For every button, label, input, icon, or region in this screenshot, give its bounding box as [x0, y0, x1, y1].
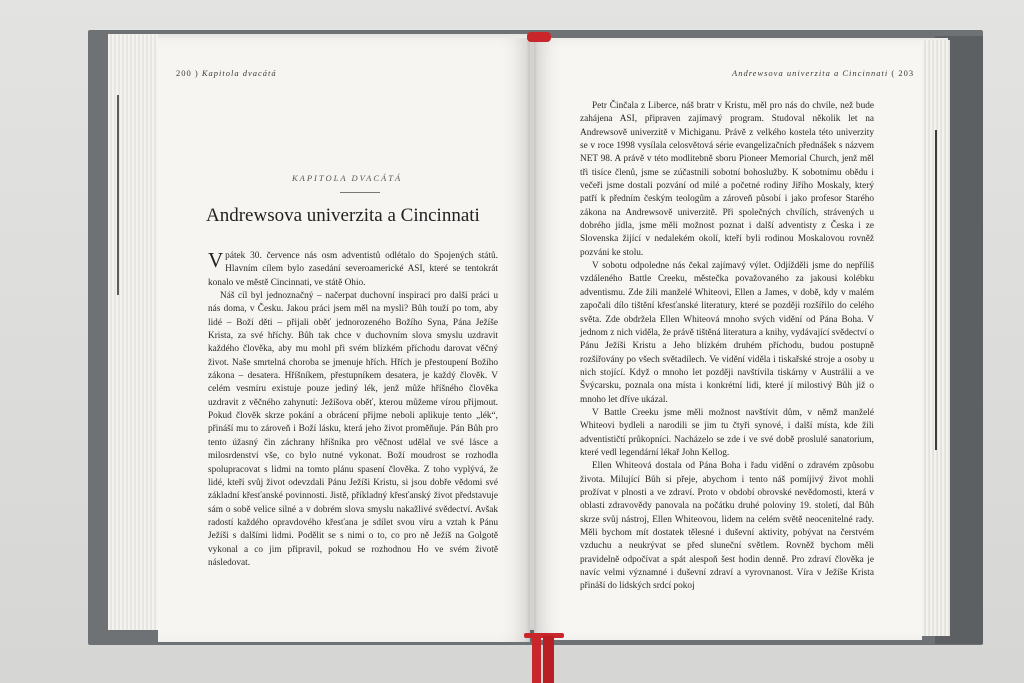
left-running-title: Kapitola dvacátá — [201, 68, 277, 78]
right-page-number: 203 — [898, 68, 915, 78]
right-paragraph: V sobotu odpoledne nás čekal zajímavý výlet. Odjížděli jsme do nepříliš vzdáleného Battle Creeku, městečka považovaného za jakousi kolébku adventismu. Zde žili manželé Whiteovi, Ellen a James, v době, kdy v malém započali dílo tištění křesťanské literatury, které se později rozšířilo do celého světa. Zde obdržela Ellen Whiteová mnoho svých vidění od Pána Boha. V jednom z nich viděla, že právě tištěná literatura a knihy, vydávající svědectví o Pánu Ježíši Kristu a Jeho blízkém druhém příchodu, budou postupně rozšiřovány po všech světadílech. Ve vidění viděla i tiskařské stroje a osoby u nich stojící. Když o mnoho let později navštívila tiskárny v Austrálii a ve Švýcarsku, poznala ona místa i konkrétní lidi, které jí milostivý Bůh již o mnoho let dříve ukázal. — [580, 261, 874, 405]
left-page-number: 200 — [176, 68, 192, 78]
left-page-edges — [108, 34, 158, 630]
right-paragraph: Ellen Whiteová dostala od Pána Boha i řadu vidění o zdravém způsobu života. Milující Bůh si přeje, abychom i tento náš pomíjivý život mohli prožívat v plnosti a ve zdraví. Proto v období obrovské nevědomosti, která v oblasti zdravovědy panovala na počátku druhé poloviny 19. století, dal Bůh skrze svůj nástroj, Ellen Whiteovou, lidem na celém světě neocenitelné rady. Měli bychom mít dostatek tělesné i duševní aktivity, pobývat na čerstvém vzduchu a neukrývat se před sluneční světlem. Rovněž bychom měli pravidelně odpočívat a spát alespoň šest hodin denně. Pro zdraví člověka je navíc velmi významné i duševní zdraví a vyrovnanost. Víra v Ježíše Krista přináší do lidských srdcí pokoj — [580, 461, 874, 592]
chapter-divider — [340, 192, 380, 193]
bookmark-ribbon-top — [527, 32, 551, 42]
bookmark-ribbon-tail-2 — [543, 636, 554, 683]
book-gutter — [526, 38, 538, 642]
chapter-label: KAPITOLA DVACÁTÁ — [292, 173, 403, 183]
right-page-body — [580, 100, 874, 594]
chapter-title: Andrewsova univerzita a Cincinnati — [206, 205, 480, 226]
left-running-header: 200 ) Kapitola dvacátá — [176, 68, 277, 78]
right-paragraph: V Battle Creeku jsme měli možnost navštívit dům, v němž manželé Whiteovi bydleli a narodili se jim tu čtyři synové, i další místa, kde žili adventističtí průkopníci. Nacházelo se zde i ve své době proslulé sanatorium, které vedl legendární lékař John Kellog. — [580, 407, 874, 458]
left-paragraph: Náš cíl byl jednoznačný – načerpat duchovní inspiraci pro další práci u nás doma, v Česku. Jakou práci jsem měl na mysli? Bůh touží po tom, aby lidé – Boží děti – přijali oběť jednorozeného Božího Syna, Pána Ježíše Krista, za své hříchy. Bůh tak chce v duchovním slova smyslu uzdravit každého člověka, aby mu mohl při svém blízkém příchodu darovat věčný život. Naše smrtelná choroba se jmenuje hřích. Hřích je přestoupení Božího zákona – desatera. Hříšníkem, přestupníkem desatera, je každý člověk. V celém vesmíru existuje pouze jediný lék, jenž může hříšného člověka uzdravit z věčného zahynutí: Ježíšova oběť, kterou můžeme vírou přijmout. Pokud člověk skrze pokání a obrácení přijme neboli aplikuje tento „lék“, přináší mu to zároveň i Boží lásku, která jeho život proměňuje. Pán Bůh pro tento úžasný čin záchrany hříšníka pro věčnost udělal ve své lásce a milosrdenství vše, co bylo nutné vykonat. Boží moudrost se rozhodla spolupracovat s lidmi na tomto plánu spasení člověka. Z toho vyplývá, že lidé, kteří svůj život odevzdali Pánu Ježíši Kristu, si jsou dobře vědomi své základní křesťanské povinnosti. Jistě, příkladný křesťanský život představuje sám o sobě velice silné a v dobrém slova smyslu nakažlivé svědectví. Avšak radostí každého opravdového křesťana je sdílet svou víru a vztah k Pánu Ježíši s dalšími lidmi. Podělit se s nimi o to, co pro ně Ježíš na Golgotě vykonal a co jim připravil, pokud se rozhodnou Ho ve svém životě následovat. — [208, 291, 498, 568]
right-edge-shadow — [935, 130, 937, 450]
left-edge-shadow — [117, 95, 119, 295]
right-running-title: Andrewsova univerzita a Cincinnati — [732, 68, 889, 78]
right-running-header: Andrewsova univerzita a Cincinnati ( 203 — [732, 68, 915, 78]
left-page-body — [208, 250, 498, 570]
bookmark-ribbon-tail — [532, 636, 541, 683]
left-paragraph: V pátek 30. července nás osm adventistů odlétalo do Spojených států. Hlavním cílem bylo zasedání severoamerické ASI, které se tentokrát konalo ve městě Cincinnati, ve státě Ohio. — [208, 248, 498, 288]
drop-cap: V — [208, 248, 224, 272]
right-paragraph: Petr Činčala z Liberce, náš bratr v Kristu, měl pro nás do chvíle, než bude zahájena ASI, připraven zajímavý program. Studoval několik let na Andrewsově univerzitě v Michiganu. Právě z velkého kostela této univerzity se v roce 1998 vysílala celosvětová série evangelizačních přednášek s názvem NET 98. A právě v této modlitebně sboru Pioneer Memorial Church, jenž měl tři tisíce členů, jsme se zúčastnili sobotní bohoslužby. K sobotnímu obědu i večeři jsme dostali pozvání od milé a početné rodiny Jiřího Moskaly, který patří k předním českým teologům a zároveň působí i jako profesor Starého zákona na Andrewsově univerzitě. Při společných chvílích, strávených u dobrého jídla, jsme měli možnost poznat i další adventisty z Česka i ze Slovenska žijící v nedalekém okolí, kteří byli rodinou Moskalovou rovněž pozváni ke stolu. — [580, 101, 874, 258]
